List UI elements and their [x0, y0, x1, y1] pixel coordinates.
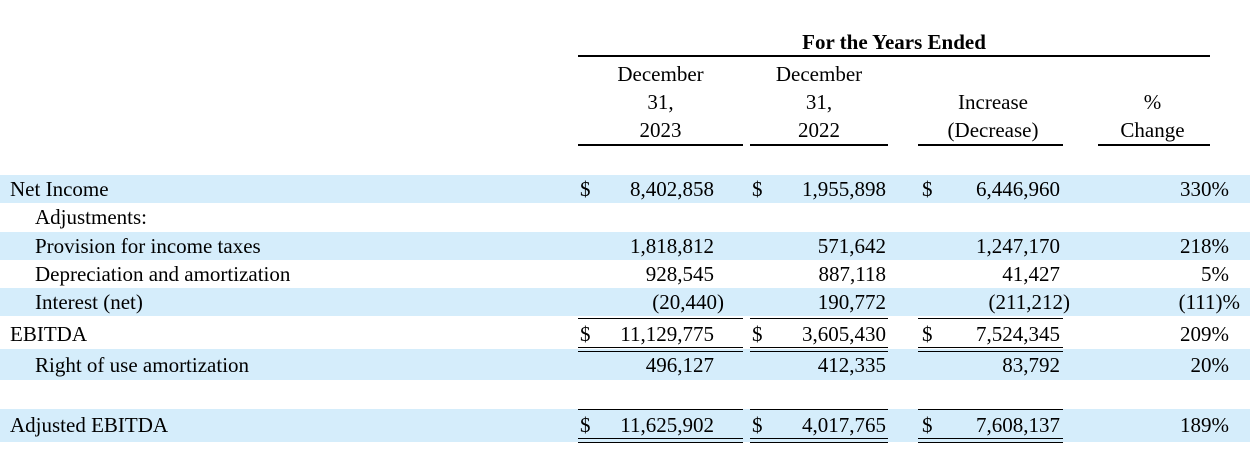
adjusted-top-rule: [918, 409, 1063, 410]
value-2022: 4,017,765: [802, 413, 886, 437]
column-header-2022-rule: [750, 144, 888, 146]
row-label-ebitda: EBITDA: [10, 322, 87, 346]
currency-sign: $: [580, 177, 591, 201]
column-header-2023-rule: [578, 144, 743, 146]
currency-sign: $: [752, 413, 763, 437]
value-change: 41,427: [1002, 262, 1060, 286]
currency-sign: $: [580, 322, 591, 346]
value-2023: (20,440): [652, 290, 724, 314]
currency-sign: $: [752, 177, 763, 201]
value-change: 7,524,345: [976, 322, 1060, 346]
currency-sign: $: [922, 322, 933, 346]
value-2022: 412,335: [817, 353, 886, 377]
currency-sign: $: [580, 413, 591, 437]
value-pct: 5%: [1201, 262, 1229, 286]
value-2023: 496,127: [645, 353, 714, 377]
value-change: (211,212): [988, 290, 1070, 314]
adjusted-top-rule: [750, 409, 888, 410]
subtotal-rule: [918, 318, 1063, 319]
row-label-interest: Interest (net): [35, 290, 143, 314]
value-2022: 190,772: [817, 290, 886, 314]
column-header-2023: December 31, 2023: [617, 62, 704, 142]
value-2022: 887,118: [818, 262, 886, 286]
value-pct: (111)%: [1178, 290, 1240, 314]
value-2023: 1,818,812: [630, 234, 714, 258]
currency-sign: $: [922, 177, 933, 201]
value-change: 7,608,137: [976, 413, 1060, 437]
currency-sign: $: [752, 322, 763, 346]
value-2022: 3,605,430: [802, 322, 886, 346]
value-change: 83,792: [1002, 353, 1060, 377]
value-pct: 330%: [1180, 177, 1229, 201]
value-pct: 218%: [1180, 234, 1229, 258]
value-change: 6,446,960: [976, 177, 1060, 201]
value-2022: 571,642: [817, 234, 886, 258]
row-label-provision: Provision for income taxes: [35, 234, 261, 258]
column-header-increase-rule: [918, 144, 1063, 146]
row-label-right-of-use: Right of use amortization: [35, 353, 250, 377]
row-label-adjustments: Adjustments:: [35, 205, 148, 229]
subtotal-rule: [578, 318, 743, 319]
row-label-net-income: Net Income: [10, 177, 109, 201]
total-double-rule: [750, 438, 888, 443]
column-header-2022: December 31, 2022: [775, 62, 863, 142]
total-double-rule: [918, 438, 1063, 443]
currency-sign: $: [922, 413, 933, 437]
value-2023: 11,625,902: [620, 413, 714, 437]
subtotal-rule: [750, 318, 888, 319]
row-label-depreciation: Depreciation and amortization: [35, 262, 291, 286]
value-2023: 11,129,775: [620, 322, 714, 346]
value-2023: 928,545: [645, 262, 714, 286]
value-2022: 1,955,898: [802, 177, 886, 201]
row-label-adjusted-ebitda: Adjusted EBITDA: [10, 413, 169, 437]
value-pct: 189%: [1180, 413, 1229, 437]
value-pct: 209%: [1180, 322, 1229, 346]
column-header-pct-change: % Change: [1120, 90, 1185, 142]
total-double-rule: [578, 438, 743, 443]
column-header-increase: Increase (Decrease): [947, 90, 1039, 142]
value-change: 1,247,170: [976, 234, 1060, 258]
group-header-rule: [578, 55, 1210, 57]
value-pct: 20%: [1190, 353, 1229, 377]
adjusted-top-rule: [578, 409, 743, 410]
column-header-pct-change-rule: [1098, 144, 1210, 146]
value-2023: 8,402,858: [630, 177, 714, 201]
group-header-title: For the Years Ended: [802, 30, 986, 54]
